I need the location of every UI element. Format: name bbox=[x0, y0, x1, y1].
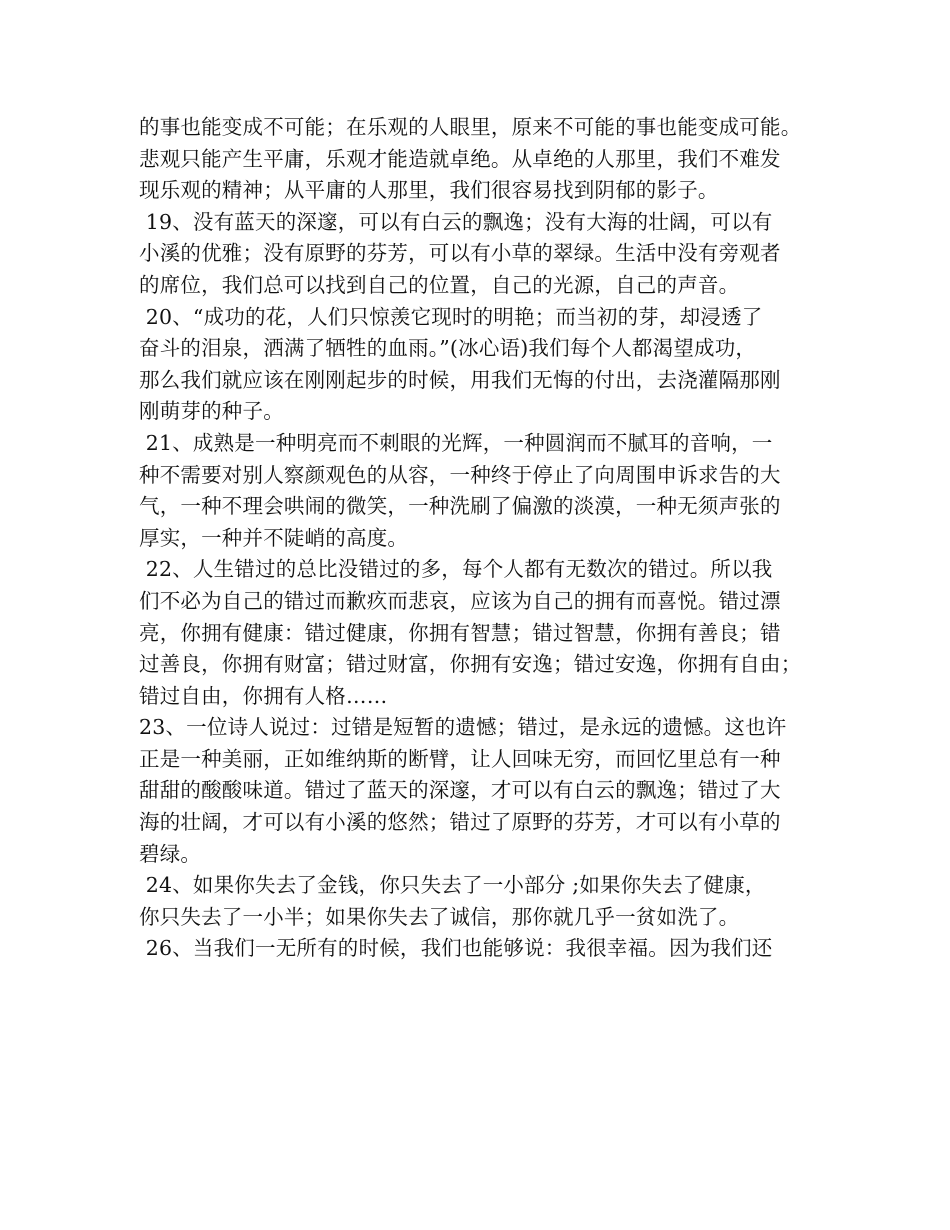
text-line: 21、成熟是一种明亮而不刺眼的光辉，一种圆润而不腻耳的音响，一 bbox=[139, 430, 773, 455]
text-line: 甜甜的酸酸味道。错过了蓝天的深邃，才可以有白云的飘逸；错过了大 bbox=[139, 778, 781, 803]
text-line: 19、没有蓝天的深邃，可以有白云的飘逸；没有大海的壮阔，可以有 bbox=[139, 209, 773, 234]
text-line: 小溪的优雅；没有原野的芬芳，可以有小草的翠绿。生活中没有旁观者 bbox=[139, 241, 781, 266]
text-line: 们不必为自己的错过而歉疚而悲哀，应该为自己的拥有而喜悦。错过漂 bbox=[139, 588, 781, 613]
text-line: 奋斗的泪泉，洒满了牺牲的血雨。”(冰心语)我们每个人都渴望成功， bbox=[139, 336, 757, 361]
text-line: 24、如果你失去了金钱，你只失去了一小部分 ;如果你失去了健康， bbox=[139, 873, 766, 898]
text-line: 的席位，我们总可以找到自己的位置，自己的光源，自己的声音。 bbox=[139, 272, 740, 297]
text-line: 的事也能变成不可能；在乐观的人眼里，原来不可能的事也能变成可能。 bbox=[139, 115, 802, 139]
text-line: 厚实，一种并不陡峭的高度。 bbox=[139, 525, 409, 550]
text-line: 错过自由，你拥有人格…… bbox=[139, 683, 388, 708]
text-line: 你只失去了一小半；如果你失去了诚信，那你就几乎一贫如洗了。 bbox=[139, 904, 740, 929]
text-line: 正是一种美丽，正如维纳斯的断臂，让人回味无穷，而回忆里总有一种 bbox=[139, 746, 781, 771]
text-line: 20、“成功的花，人们只惊羡它现时的明艳；而当初的芽，却浸透了 bbox=[139, 304, 763, 329]
text-line: 悲观只能产生平庸，乐观才能造就卓绝。从卓绝的人那里，我们不难发 bbox=[139, 146, 781, 171]
text-line: 那么我们就应该在刚刚起步的时候，用我们无悔的付出，去浇灌隔那刚 bbox=[139, 367, 781, 392]
text-line: 气，一种不理会哄闹的微笑，一种洗刷了偏激的淡漠，一种无须声张的 bbox=[139, 494, 781, 519]
text-line: 刚萌芽的种子。 bbox=[139, 399, 284, 424]
text-line: 现乐观的精神；从平庸的人那里，我们很容易找到阴郁的影子。 bbox=[139, 178, 719, 203]
text-line: 22、人生错过的总比没错过的多，每个人都有无数次的错过。所以我 bbox=[139, 557, 773, 582]
text-line: 过善良，你拥有财富；错过财富，你拥有安逸；错过安逸，你拥有自由； bbox=[139, 652, 802, 677]
text-line: 碧绿。 bbox=[139, 841, 202, 866]
text-line: 种不需要对别人察颜观色的从容，一种终于停止了向周围申诉求告的大 bbox=[139, 462, 781, 487]
text-line: 海的壮阔，才可以有小溪的悠然；错过了原野的芬芳，才可以有小草的 bbox=[139, 810, 781, 835]
text-line: 26、当我们一无所有的时候，我们也能够说：我很幸福。因为我们还 bbox=[139, 936, 773, 961]
text-line: 亮，你拥有健康：错过健康，你拥有智慧；错过智慧，你拥有善良；错 bbox=[139, 620, 781, 645]
document-body bbox=[139, 112, 829, 965]
text-line: 23、一位诗人说过：过错是短暂的遗憾；错过，是永远的遗憾。这也许 bbox=[139, 715, 787, 740]
